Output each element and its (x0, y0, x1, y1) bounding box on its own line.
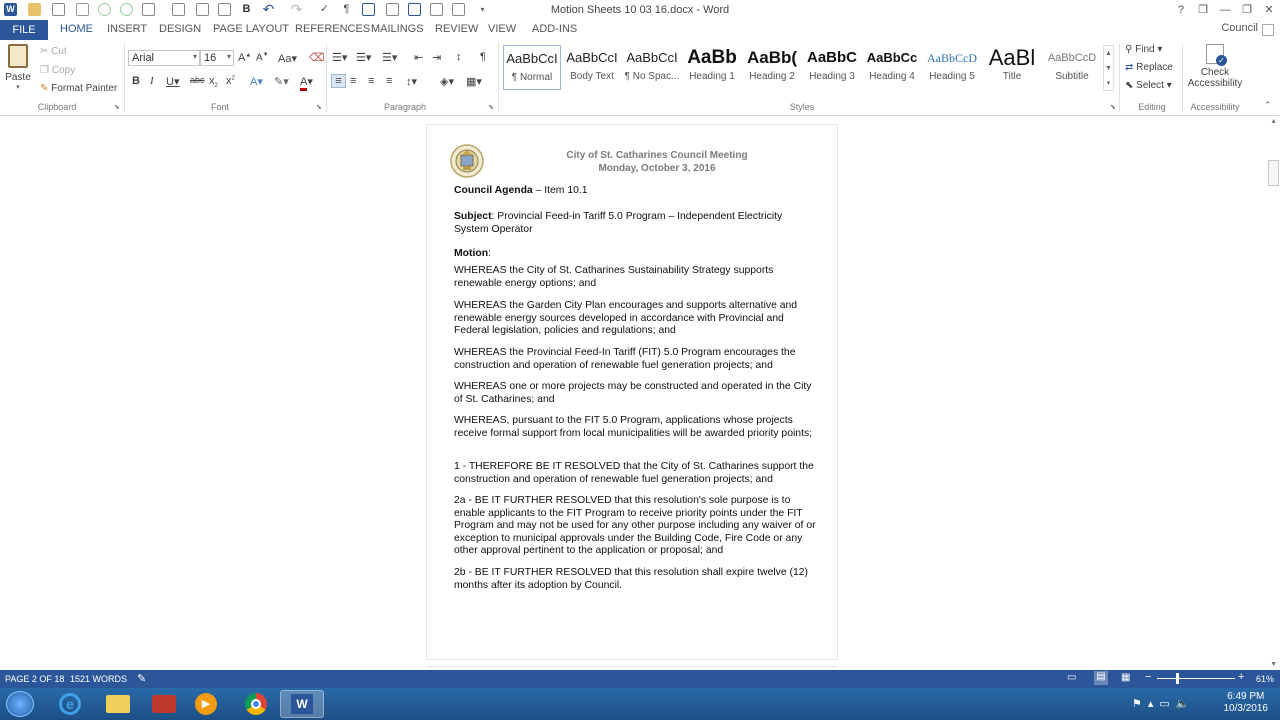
style-preview: AaBb (687, 47, 737, 68)
resolution-2b: 2b - BE IT FURTHER RESOLVED that this resolution shall expire twelve (12) months after its adoption by Council. (454, 567, 808, 591)
replace-icon: ⇄ (1125, 62, 1134, 73)
find-button[interactable]: ⚲ Find ▾ (1125, 44, 1163, 55)
binoculars-icon: ⚲ (1125, 44, 1133, 55)
scissors-icon: ✂ (40, 46, 49, 57)
text-effects-icon[interactable]: A▾ (250, 76, 263, 88)
tab-design[interactable]: DESIGN (159, 23, 202, 35)
whereas-paragraph-2: WHEREAS the Garden City Plan encourages and supports alternative and renewable energy sources developed in accordance with Provincial and Federal legislation, policies and regulations; and (454, 300, 798, 336)
subject-text: : Provincial Feed-in Tariff 5.0 Program – Independent Electricity System Operator (454, 211, 783, 235)
zoom-out-icon[interactable]: − (1145, 671, 1152, 683)
resolution-1: 1 - THEREFORE BE IT RESOLVED that the City of St. Catharines support the construction and operation of renewable fuel generation projects; and (454, 461, 814, 485)
select-label: Select (1136, 80, 1164, 91)
style-no-spacing[interactable] (623, 45, 681, 90)
style-name: Subtitle (1055, 71, 1089, 82)
word-taskbar-icon[interactable]: W (280, 690, 324, 718)
separator-5 (1182, 44, 1183, 112)
whereas-paragraph-1: WHEREAS the City of St. Catharines Sustainability Strategy supports renewable energy options; and (454, 265, 774, 289)
underline-button[interactable]: U▾ (166, 76, 180, 88)
decrease-indent-icon[interactable]: ⇤ (414, 52, 424, 64)
user-avatar-icon[interactable] (1262, 24, 1274, 36)
italic-button[interactable]: I (150, 75, 154, 87)
document-page[interactable] (426, 124, 838, 660)
find-label: Find (1135, 44, 1155, 55)
motion-heading (454, 248, 816, 261)
style-preview: AaBbCcI (566, 50, 618, 65)
paste-button[interactable] (4, 44, 32, 98)
tab-page-layout[interactable]: PAGE LAYOUT (213, 23, 290, 35)
replace-label: Replace (1136, 62, 1173, 73)
style-preview: AaBbCcD (1047, 52, 1097, 64)
check-accessibility-line1: Check (1200, 67, 1230, 78)
style-body-text[interactable] (563, 45, 621, 90)
title-bar (0, 0, 1280, 20)
shrink-font-icon[interactable]: A▼ (256, 52, 269, 64)
presentation-app-icon[interactable] (142, 690, 186, 718)
taskbar-clock[interactable] (1224, 691, 1269, 715)
whereas-paragraph-4: WHEREAS one or more projects may be constructed and operated in the City of St. Catharines; and (454, 381, 812, 405)
zoom-thumb[interactable] (1176, 673, 1179, 684)
tab-home[interactable]: HOME (60, 23, 93, 35)
zoom-slider[interactable] (1157, 678, 1235, 679)
check-accessibility-line2: Accessibility (1187, 78, 1243, 89)
collapse-ribbon-icon[interactable]: ⌃ (1264, 100, 1272, 110)
paragraph-launcher-icon[interactable]: ⬊ (488, 104, 494, 111)
agenda-item: – Item 10.1 (532, 185, 588, 196)
tab-add-ins[interactable]: ADD-INS (532, 23, 578, 35)
style-heading-1[interactable] (683, 45, 741, 90)
superscript-button[interactable]: $x^2$ (226, 75, 235, 87)
dropdown-icon: ▾ (192, 52, 197, 61)
document-canvas[interactable] (0, 116, 1280, 670)
style-preview: AaBbC (806, 49, 857, 66)
tab-references[interactable]: REFERENCES (295, 23, 371, 35)
align-center-icon[interactable]: ≡ (350, 75, 357, 87)
check-accessibility-button[interactable] (1186, 44, 1244, 89)
borders-icon[interactable]: ▦▾ (466, 76, 482, 88)
word-count[interactable]: 1521 WORDS (70, 674, 128, 684)
read-mode-icon[interactable]: ▭ (1067, 672, 1077, 683)
separator (124, 44, 125, 112)
ribbon (0, 40, 1280, 116)
clear-formatting-icon[interactable]: ⌫ (309, 52, 325, 64)
bullets-icon[interactable]: ☰▾ (332, 52, 348, 64)
paste-dropdown-icon: ▾ (16, 84, 20, 91)
styles-group-label: Styles (789, 102, 815, 112)
style-preview: AaBbCc (866, 50, 918, 65)
zoom-in-icon[interactable]: + (1238, 671, 1245, 683)
style-preview: AaBl (988, 45, 1036, 70)
sort-icon[interactable]: ↕ (456, 51, 462, 63)
style-heading-2[interactable] (743, 45, 801, 90)
resolution-2a: 2a - BE IT FURTHER RESOLVED that this resolution's sole purpose is to enable applicants to the FIT Program to receive priority points under the FIT Program and may not be used for any other purpose including any waiver of or exception to municipal approvals under the Building Code, Fire Code or any other approval pertinent to the application or proposal; and (454, 495, 816, 556)
select-button[interactable]: ⬉ Select ▾ (1125, 80, 1172, 91)
internet-explorer-icon[interactable]: e (48, 690, 92, 718)
restore-button[interactable]: ❐ (1242, 4, 1252, 16)
font-family-select[interactable] (128, 50, 200, 66)
style-name: ¶ Normal (511, 72, 553, 83)
styles-scroll[interactable]: ▲ ▼ ▾ (1103, 45, 1114, 91)
copy-button[interactable] (40, 65, 75, 76)
highlight-icon[interactable]: ✎▾ (274, 76, 289, 88)
clipboard-group-label: Clipboard (37, 102, 77, 112)
scroll-thumb[interactable] (1268, 160, 1279, 186)
align-right-icon[interactable]: ≡ (368, 75, 375, 87)
accessibility-icon: ✓ (1206, 44, 1224, 64)
customize-qa-icon[interactable]: ▾ (480, 5, 485, 14)
status-bar (0, 670, 1280, 688)
brush-icon: ✎ (40, 83, 49, 94)
style-heading-3[interactable] (803, 45, 861, 90)
cut-label: Cut (51, 46, 67, 57)
city-seal-logo (449, 143, 485, 179)
strikethrough-button[interactable]: abc (190, 75, 205, 85)
style-name: ¶ No Spac... (624, 71, 680, 82)
windows-taskbar (0, 688, 1280, 720)
tab-mailings[interactable]: MAILINGS (371, 23, 424, 35)
copy-label: Copy (51, 65, 76, 76)
proofing-icon[interactable]: ✎ (137, 673, 147, 685)
document-title: Motion Sheets 10 03 16.docx - Word (550, 4, 730, 16)
editing-group-label: Editing (1138, 102, 1166, 112)
user-account[interactable]: Council (1221, 22, 1258, 34)
clipboard-launcher-icon[interactable]: ⬊ (114, 104, 120, 111)
window-controls (1170, 0, 1280, 20)
cut-button[interactable] (40, 46, 67, 57)
tab-insert[interactable]: INSERT (107, 23, 148, 35)
style-name: Heading 2 (749, 71, 795, 82)
font-color-icon[interactable]: A▾ (300, 75, 313, 88)
undo-icon[interactable]: ↶ (262, 1, 275, 17)
help-button[interactable]: ? (1177, 4, 1185, 16)
tab-view[interactable]: VIEW (488, 23, 517, 35)
style-preview: AaBbCcI (626, 50, 678, 65)
align-left-icon[interactable]: ≡ (331, 74, 346, 88)
style-name: Title (1002, 71, 1022, 82)
separator-4 (1119, 44, 1120, 112)
style-heading-4[interactable] (863, 45, 921, 90)
style-name: Heading 3 (809, 71, 855, 82)
scroll-up-icon[interactable]: ▲ (1270, 118, 1277, 125)
paragraph-mark-icon[interactable]: ¶ (343, 3, 350, 15)
clipboard-icon (8, 44, 28, 68)
whereas-paragraph-3: WHEREAS the Provincial Feed-In Tariff (FIT) 5.0 Program encourages the construction and operation of renewable fuel generation projects; and (454, 347, 796, 371)
style-subtitle[interactable] (1043, 45, 1101, 90)
subject-label: Subject (454, 211, 492, 222)
style-name: Heading 1 (689, 71, 735, 82)
clock-time: 6:49 PM (1227, 691, 1265, 702)
check-icon[interactable]: ✓ (319, 3, 330, 15)
justify-icon[interactable]: ≡ (386, 75, 393, 87)
scroll-down-icon[interactable]: ▼ (1270, 661, 1277, 668)
line-spacing-icon[interactable]: ↕▾ (406, 76, 418, 88)
web-layout-icon[interactable]: ▦ (1121, 672, 1131, 683)
change-case-icon[interactable]: Aa▾ (278, 53, 297, 65)
header-meeting-date: Monday, October 3, 2016 (598, 163, 716, 174)
header-meeting-title: City of St. Catharines Council Meeting (566, 150, 748, 161)
print-layout-icon[interactable]: ▤ (1094, 671, 1108, 685)
replace-button[interactable] (1125, 62, 1173, 73)
shading-icon[interactable]: ◈▾ (440, 76, 454, 88)
ribbon-tabs (0, 20, 1280, 40)
word-icon[interactable]: W (4, 3, 17, 16)
style-preview: AaBbCcD (927, 51, 977, 65)
tab-review[interactable]: REVIEW (435, 23, 479, 35)
style-heading-5[interactable] (923, 45, 981, 90)
format-painter-label: Format Painter (51, 83, 118, 94)
chrome-icon[interactable] (234, 690, 278, 718)
style-name: Body Text (570, 71, 614, 82)
font-size-select[interactable] (200, 50, 234, 66)
dropdown-icon-2: ▾ (226, 52, 231, 61)
agenda-label: Council Agenda (454, 185, 533, 196)
whereas-paragraph-5: WHEREAS, pursuant to the FIT 5.0 Program, applications whose projects receive formal support from local municipalities will be awarded priority points; (454, 415, 813, 439)
redo-icon[interactable]: ↷ (290, 1, 303, 17)
style-preview: AaBb( (746, 48, 798, 67)
increase-indent-icon[interactable]: ⇥ (432, 52, 442, 64)
paste-label: Paste (5, 72, 31, 83)
system-tray-icons[interactable]: ⚑▴▭🔈 (1132, 698, 1196, 710)
paragraph-group-label: Paragraph (383, 102, 427, 112)
format-painter-button[interactable] (40, 83, 117, 94)
tab-file[interactable]: FILE (0, 20, 48, 40)
style-name: Heading 5 (929, 71, 975, 82)
multilevel-list-icon[interactable]: ☰▾ (382, 52, 398, 64)
font-group-label: Font (210, 102, 229, 112)
start-button[interactable] (6, 691, 34, 717)
copy-icon: ❐ (40, 65, 49, 76)
show-marks-icon[interactable]: ¶ (480, 51, 486, 63)
media-player-icon[interactable]: ▶ (184, 690, 228, 718)
bold-qa-icon[interactable]: B (242, 3, 251, 15)
minimize-button[interactable]: — (1219, 4, 1231, 16)
page-count[interactable]: PAGE 2 OF 18 (5, 674, 65, 684)
motion-label: Motion (454, 248, 489, 259)
font-family-value: Arial (132, 52, 155, 64)
ribbon-display-button[interactable]: ❐ (1198, 4, 1208, 16)
style-title[interactable] (983, 45, 1041, 90)
font-size-value: 16 (204, 52, 217, 64)
cursor-icon: ⬉ (1125, 80, 1134, 91)
close-button[interactable]: ✕ (1264, 4, 1274, 16)
clock-date: 10/3/2016 (1223, 703, 1268, 714)
bold-button[interactable]: B (132, 75, 140, 87)
accessibility-group-label: Accessibility (1190, 102, 1240, 112)
subject-line (454, 211, 816, 236)
styles-launcher-icon[interactable]: ⬊ (1110, 104, 1116, 111)
style-name: Heading 4 (869, 71, 915, 82)
vertical-scrollbar[interactable] (1266, 116, 1280, 670)
style-preview: AaBbCcI (506, 51, 558, 66)
agenda-line (454, 185, 816, 198)
separator-3 (498, 44, 499, 112)
zoom-level[interactable]: 61% (1256, 674, 1275, 684)
subscript-button[interactable]: $x_2$ (209, 75, 218, 90)
separator-2 (326, 44, 327, 112)
grow-font-icon[interactable]: A▲ (238, 52, 252, 64)
numbering-icon[interactable]: ☰▾ (356, 52, 372, 64)
file-explorer-icon[interactable] (96, 690, 140, 718)
font-launcher-icon[interactable]: ⬊ (316, 104, 322, 111)
style-normal[interactable] (503, 45, 561, 90)
motion-colon: : (488, 248, 491, 259)
